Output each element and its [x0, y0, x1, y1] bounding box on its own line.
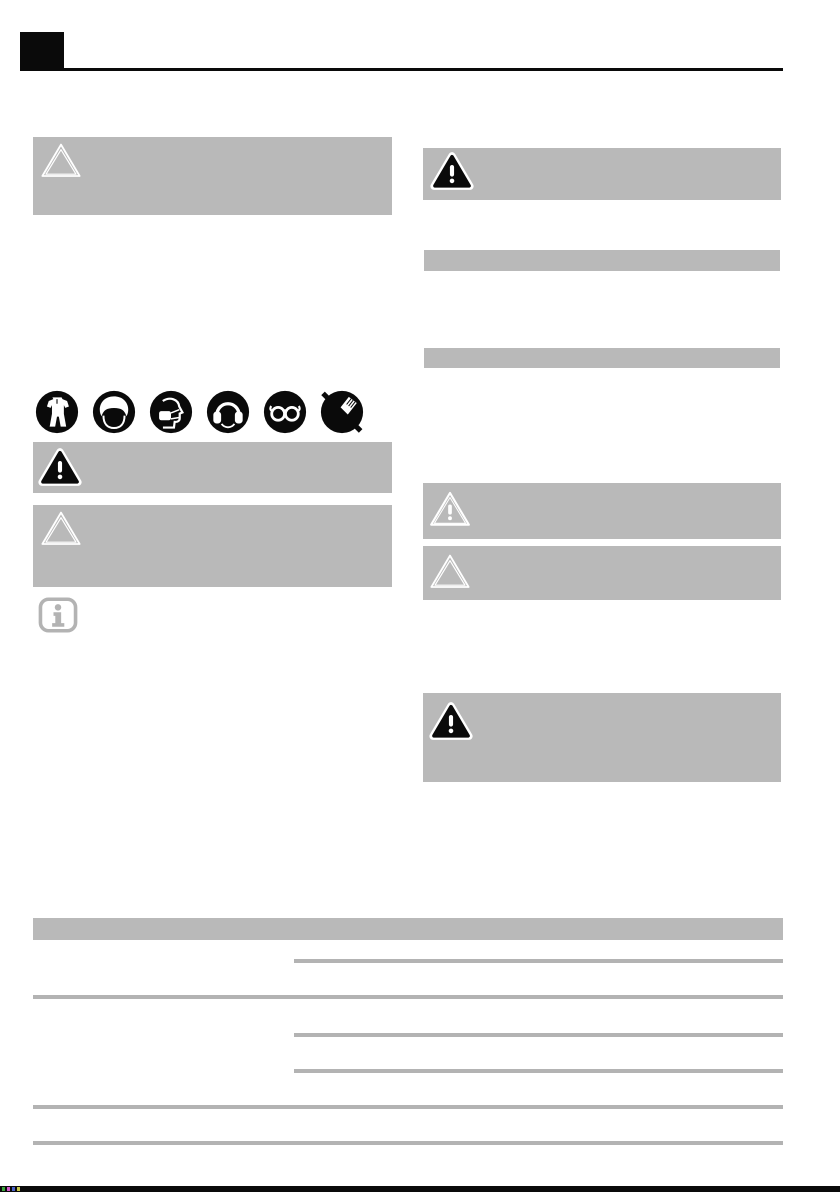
- caution-triangle-outline-icon: [427, 552, 473, 592]
- scan-noise-dot: [2, 1187, 5, 1191]
- warning-bar-right-top: [423, 148, 781, 200]
- info-note-icon: [38, 597, 78, 633]
- ear-protection-icon: [206, 390, 250, 435]
- warning-bar-right-mid: [423, 483, 781, 539]
- warning-triangle-outline-exclamation-icon: [427, 489, 473, 530]
- table-row-divider: [33, 1141, 783, 1145]
- hair-protection-icon: [92, 390, 136, 435]
- warning-triangle-filled-icon: [428, 701, 474, 742]
- table-row-divider: [33, 1105, 783, 1109]
- header-rule: [20, 68, 783, 71]
- table-row-subdivider: [294, 1069, 783, 1073]
- caution-bar-right: [423, 546, 781, 600]
- warning-triangle-filled-icon: [37, 447, 83, 488]
- scan-noise-dot: [7, 1187, 10, 1191]
- scan-edge-bar: [0, 1186, 840, 1192]
- scan-noise-dot: [17, 1187, 20, 1191]
- no-gloves-icon: [320, 390, 364, 435]
- eye-protection-icon: [263, 390, 307, 435]
- table-row-divider: [33, 995, 783, 999]
- section-heading-bar-1: [424, 250, 780, 271]
- section-heading-bar-2: [424, 348, 780, 368]
- page-number-block: [20, 32, 64, 71]
- caution-panel-top: [33, 137, 392, 215]
- scan-noise-dot: [12, 1187, 15, 1191]
- warning-panel-right-bottom: [423, 693, 781, 782]
- warning-triangle-filled-icon: [429, 151, 475, 192]
- caution-triangle-outline-icon: [38, 509, 84, 549]
- protective-clothing-icon: [35, 390, 79, 435]
- ppe-icon-row: [35, 390, 375, 435]
- table-header-bar: [33, 918, 783, 940]
- caution-triangle-outline-icon: [38, 141, 84, 181]
- table-row-subdivider: [294, 1033, 783, 1037]
- caution-panel-bottom: [33, 505, 392, 587]
- warning-bar-left: [33, 442, 392, 493]
- table-row-subdivider: [294, 959, 783, 963]
- dust-mask-icon: [149, 390, 193, 435]
